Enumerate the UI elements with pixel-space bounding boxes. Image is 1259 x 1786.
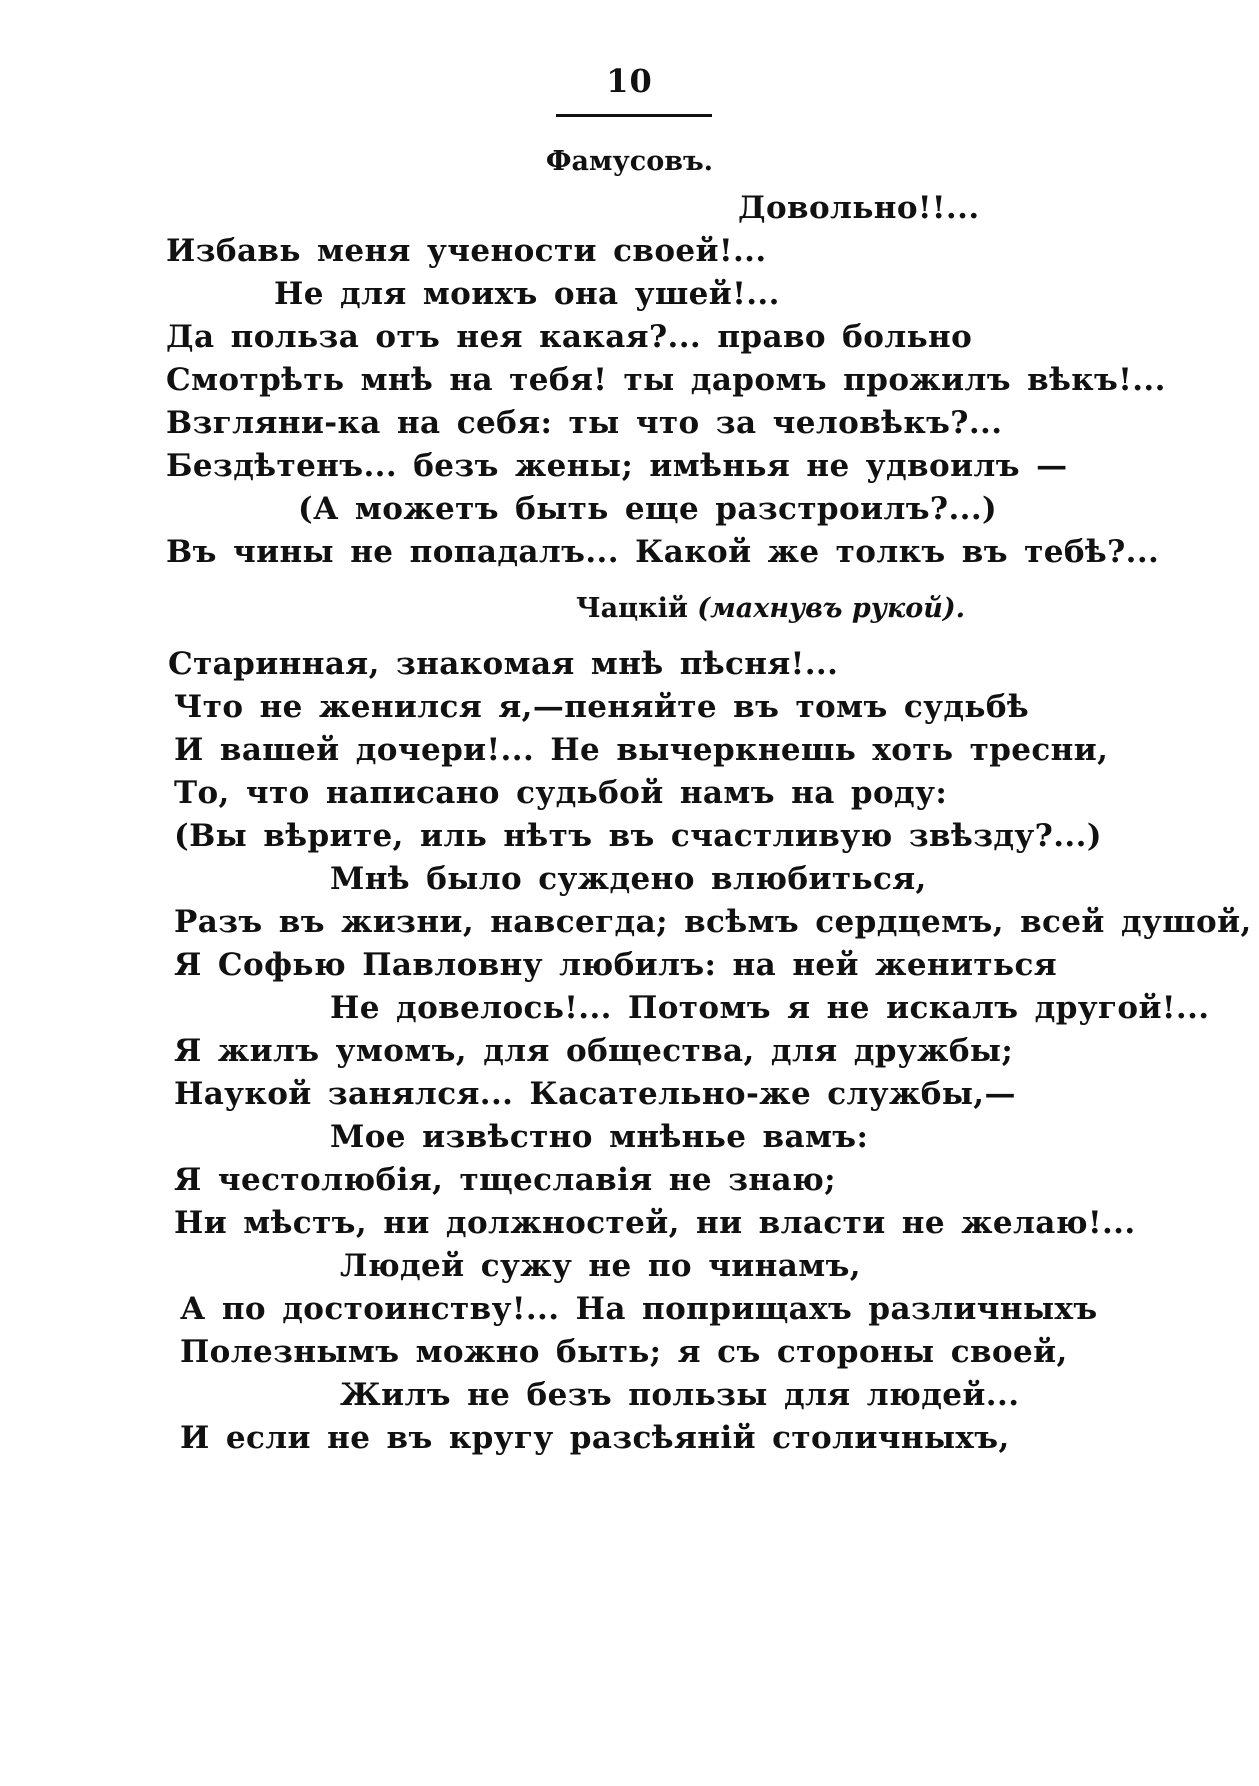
verse-line: Ни мѣстъ, ни должностей, ни власти не желаю!... — [174, 1205, 1136, 1241]
verse-line: Мое извѣстно мнѣнье вамъ: — [330, 1119, 869, 1155]
verse-line: И если не въ кругу разсѣяній столичныхъ, — [180, 1420, 1010, 1456]
stage-direction: (махнувъ рукой). — [697, 593, 966, 624]
verse-line: (А можетъ быть еще разстроилъ?...) — [298, 491, 998, 527]
verse-line: Людей сужу не по чинамъ, — [340, 1248, 861, 1284]
page-number-rule — [556, 114, 712, 117]
verse-line: Въ чины не попадалъ... Какой же толкъ въ тебѣ?... — [166, 534, 1160, 570]
verse-line: И вашей дочери!... Не вычеркнешь хоть тресни, — [174, 732, 1109, 768]
verse-line: Бездѣтенъ... безъ жены; имѣнья не удвоилъ — — [166, 448, 1068, 484]
verse-line: Избавь меня учености своей!... — [166, 233, 767, 269]
speaker-name — [0, 146, 1259, 177]
verse-line: Что не женился я,—пеняйте въ томъ судьбѣ — [174, 689, 1030, 725]
verse-line: Взгляни-ка на себя: ты что за человѣкъ?... — [166, 405, 1003, 441]
verse-line: Я честолюбія, тщеславія не знаю; — [174, 1162, 836, 1198]
verse-line: Мнѣ было суждено влюбиться, — [330, 861, 927, 897]
speaker-label: Чацкій — [576, 593, 688, 624]
verse-line: Жилъ не безъ пользы для людей... — [340, 1377, 1020, 1413]
speaker-name — [576, 593, 965, 624]
verse-line: Довольно!!... — [738, 190, 980, 226]
page-number: 10 — [606, 62, 653, 100]
speaker-label: Фамусовъ. — [545, 146, 714, 177]
verse-line: Старинная, знакомая мнѣ пѣсня!... — [168, 646, 839, 682]
verse-line: Разъ въ жизни, навсегда; всѣмъ сердцемъ, всей душой, — [174, 904, 1252, 940]
verse-line: То, что написано судьбой намъ на роду: — [174, 775, 948, 811]
verse-line: Да польза отъ нея какая?... право больно — [166, 319, 973, 355]
verse-line: Полезнымъ можно быть; я съ стороны своей, — [180, 1334, 1068, 1370]
verse-line: Наукой занялся... Касательно-же службы,— — [174, 1076, 1016, 1112]
verse-line: (Вы вѣрите, иль нѣтъ въ счастливую звѣзду?...) — [174, 818, 1102, 854]
verse-line: Я Софью Павловну любилъ: на ней жениться — [174, 947, 1058, 983]
verse-line: Не довелось!... Потомъ я не искалъ другой!... — [330, 990, 1210, 1026]
verse-line: Не для моихъ она ушей!... — [274, 276, 780, 312]
verse-line: Я жилъ умомъ, для общества, для дружбы; — [174, 1033, 1014, 1069]
verse-line: А по достоинству!... На поприщахъ различныхъ — [180, 1291, 1098, 1327]
verse-line: Смотрѣть мнѣ на тебя! ты даромъ прожилъ вѣкъ!... — [166, 362, 1166, 398]
